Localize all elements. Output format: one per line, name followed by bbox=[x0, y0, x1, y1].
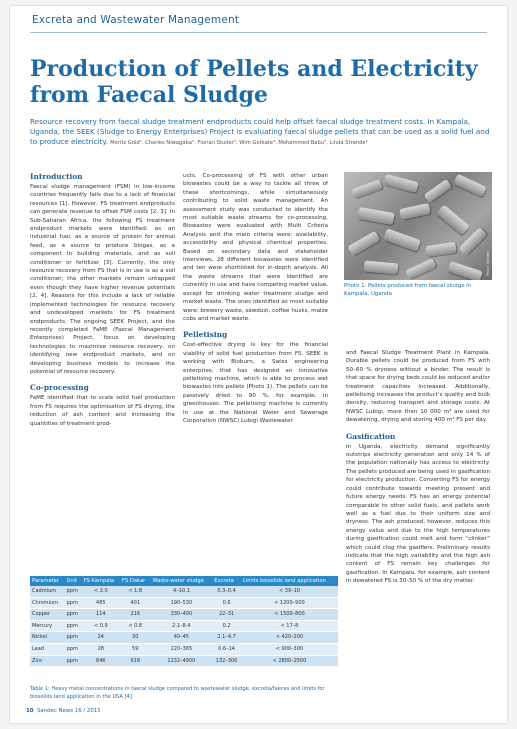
pellet-shape bbox=[399, 203, 431, 220]
heading-gasification: Gasification bbox=[346, 431, 396, 441]
table-row bbox=[30, 620, 338, 632]
pelletising-continued: and Faecal Sludge Treatment Plant in Kampala. Durable pellets could be produced from FS with 50–60 % dryness without a binder. The result is that space for drying beds could be reduced and/or treatment capacities increased. Additionally, pelletising increases the product’s quality and bulk density, reducing transport and storage costs. At NWSC Lubigi, more than 10 000 m³ are used for dewatering, drying and storing 400 m³ FS per day. bbox=[346, 350, 491, 424]
photo-caption: Photo 1: Pellets produced from faecal sludge in Kampala, Uganda bbox=[344, 283, 472, 297]
table-cell: 24 bbox=[82, 632, 120, 644]
table-header-cell: FS Dakar bbox=[120, 576, 150, 586]
document-page bbox=[10, 6, 507, 723]
table-header-cell: FS Kampala bbox=[82, 576, 120, 586]
gasification-paragraph: In Uganda, electricity demand significantly outstrips electricity generation and only 14 % of the population nationally has access to electricity. The pellets produced are being used in gasification for electricity production. Converting FS for energy could contribute towards meeting present and future energy needs. FS has an energy potential comparable to other solid fuels, and pellets work well as a fuel due to their uniform size and dryness. The ash produced, however, reduces this energy value and due to the high temperatures during gasification could melt and form “clinker” which could clog the gasifiers. Preliminary results indicate that the high variability and the high ash content of FS remain key challenges for gasification. In Kampala, for example, ash content in dewatered FS is 30–50 % of the dry matter. bbox=[346, 443, 490, 585]
table-cell: 330–400 bbox=[150, 609, 212, 621]
table-cell: < 17–8 bbox=[241, 620, 338, 632]
section-header: Excreta and Wastewater Management bbox=[32, 14, 240, 26]
table-cell: ppm bbox=[65, 655, 82, 667]
table-cell: 40–45 bbox=[150, 632, 212, 644]
table-row bbox=[30, 609, 338, 621]
pellet-shape bbox=[364, 261, 399, 275]
co-processing-continued: ucts. Co-processing of FS with other urban biowastes could be a way to tackle all three of these shortcomings, while simultaneously contributing to solid waste management. An assessment study was conducted to identify the most suitable waste streams for co-processing. Biowastes were evaluated with Multi Criteria Analysis and the main criteria were: availability, accessibility and physical chemical properties. Based on secondary data and stakeholder interviews, 28 different biowastes were identified and ten were shortlisted for in-depth analysis. All the waste streams that were identified are currently in use and have competing market value, except for drinking water treatment sludge and market waste. The ones identified as most suitable were: brewery waste, sawdust, coffee husks, maize cobs and market waste. bbox=[183, 173, 328, 322]
pellet-shape bbox=[357, 207, 395, 225]
table-cell: 1132–4900 bbox=[150, 655, 212, 667]
pellet-shape bbox=[424, 179, 453, 203]
table-cell: 4–10.1 bbox=[150, 586, 212, 597]
data-table bbox=[30, 576, 338, 667]
pellet-shape bbox=[405, 258, 436, 280]
table-cell: ppm bbox=[65, 586, 82, 597]
heading-pelletising: Pelletising bbox=[183, 330, 228, 340]
table-cell: 216 bbox=[120, 609, 150, 621]
table-cell: Zinc bbox=[30, 655, 65, 667]
table-cell: ppm bbox=[65, 620, 82, 632]
column-3 bbox=[346, 349, 490, 593]
table-header-cell: Waste-water sludge bbox=[150, 576, 212, 586]
table-row bbox=[30, 597, 338, 609]
table-cell: < 0.9 bbox=[82, 620, 120, 632]
table-header-cell: Parameter bbox=[30, 576, 65, 586]
table-cell: Chromium bbox=[30, 597, 65, 609]
table-cell: Cadmium bbox=[30, 586, 65, 597]
page-footer bbox=[26, 708, 101, 714]
table-header-cell: Excreta bbox=[212, 576, 241, 586]
table-cell: < 1.8 bbox=[120, 586, 150, 597]
table-cell: 22–31 bbox=[212, 609, 241, 621]
table-cell: 114 bbox=[82, 609, 120, 621]
lead-paragraph bbox=[30, 117, 492, 149]
table-header-cell: Limits biosolids land application bbox=[241, 576, 338, 586]
table-cell: 0.6 bbox=[212, 597, 241, 609]
table-cell: 0.6–14 bbox=[212, 643, 241, 655]
table-cell: 28 bbox=[82, 643, 120, 655]
table-cell: ppm bbox=[65, 609, 82, 621]
table-header-cell: Unit bbox=[65, 576, 82, 586]
table-cell: < 1500–800 bbox=[241, 609, 338, 621]
table-cell: 485 bbox=[82, 597, 120, 609]
pellet-shape bbox=[347, 231, 380, 257]
table-row bbox=[30, 643, 338, 655]
pellet-shape bbox=[447, 261, 483, 280]
pellet-shape bbox=[383, 174, 419, 193]
heading-co-processing: Co-processing bbox=[30, 383, 89, 393]
table-cell: 0.2 bbox=[212, 620, 241, 632]
table-cell: Mercury bbox=[30, 620, 65, 632]
table-cell: Copper bbox=[30, 609, 65, 621]
table-cell: ppm bbox=[65, 597, 82, 609]
table-cell: 2.1–4.7 bbox=[212, 632, 241, 644]
intro-paragraph: Faecal sludge management (FSM) in low-income countries frequently fails due to a lack of financial resources [1]. However, FS treatment endproducts can generate revenue to offset FSM costs [2, 3]. In Sub-Saharan Africa, the following FS treatment endproduct markets were identified: as an industrial fuel, as a source of protein for animal feed, as a source to produce biogas, as a component in building materials, and as soil conditioner or fertilizer [3]. Currently, the only resource recovery from FS that is in use is as a soil conditioner; the other markets remain untapped even though they have higher revenue potentials [2, 4]. Reasons for this include a lack of reliable implemented technologies for resource recovery and undeveloped markets for FS treatment endproducts. The ongoing SEEK Project, and the recently completed FaME (Faecal Management Enterprises) Project, focus on developing technologies to maximise resource recovery, on identifying new endproduct markets, and on developing business models to increase the potential of resource recovery. bbox=[30, 184, 175, 375]
table-cell: < 0.8 bbox=[120, 620, 150, 632]
page-number: 10 bbox=[26, 708, 34, 714]
table-cell: 2.1–8.4 bbox=[150, 620, 212, 632]
table-row bbox=[30, 632, 338, 644]
table-cell: 59 bbox=[120, 643, 150, 655]
header-rule bbox=[30, 32, 487, 33]
photo-credit: Photo: Sandec bbox=[486, 250, 490, 276]
table-cell: 30 bbox=[120, 632, 150, 644]
pellets-photo bbox=[344, 172, 492, 280]
pellet-shape bbox=[436, 204, 470, 235]
pellet-shape bbox=[453, 174, 487, 197]
table-cell: ppm bbox=[65, 643, 82, 655]
table-cell: 846 bbox=[82, 655, 120, 667]
pellet-shape bbox=[425, 242, 456, 257]
table-cell: 0.3–0.4 bbox=[212, 586, 241, 597]
pellet-shape bbox=[383, 228, 421, 252]
article-title: Production of Pellets and Electricity from Faecal Sludge bbox=[30, 56, 478, 108]
table-cell: Lead bbox=[30, 643, 65, 655]
table-cell: < 2800–2500 bbox=[241, 655, 338, 667]
table-cell: 401 bbox=[120, 597, 150, 609]
table-row bbox=[30, 655, 338, 667]
column-1 bbox=[30, 172, 175, 435]
table-cell: < 900–300 bbox=[241, 643, 338, 655]
author-list: Moritz Gold¹, Charles Niwagaba², Florian Studer³, Wim Getkate⁴, Mohammed Babu⁵, Linda Strande¹ bbox=[110, 140, 368, 147]
pellet-shape bbox=[351, 179, 383, 199]
heading-introduction: Introduction bbox=[30, 172, 83, 181]
table-caption: Table 1: Heavy metal concentrations in faecal sludge compared to wastewater sludge, excreta/faeces and limits for biosolids land application in the USA [4]. bbox=[30, 686, 325, 700]
table-cell: < 420–200 bbox=[241, 632, 338, 644]
table-cell: < 1200–900 bbox=[241, 597, 338, 609]
column-2 bbox=[183, 172, 328, 432]
table-cell: Nickel bbox=[30, 632, 65, 644]
table-cell: 190–530 bbox=[150, 597, 212, 609]
table-header-row bbox=[30, 576, 338, 586]
table-cell: ppm bbox=[65, 632, 82, 644]
table-cell: 220–365 bbox=[150, 643, 212, 655]
co-processing-paragraph: FaME identified that to scale solid fuel production from FS requires the optimisation of FS drying, the reduction of ash content and increasing the quantities of treatment prod- bbox=[30, 395, 175, 427]
table-cell: < 2.0 bbox=[82, 586, 120, 597]
heavy-metals-table bbox=[30, 576, 338, 667]
table-cell: 918 bbox=[120, 655, 150, 667]
table-cell: < 39–10 bbox=[241, 586, 338, 597]
lead-text: Resource recovery from faecal sludge treatment endproducts could help offset faecal sludge treatment costs. In Kampala, Uganda, the SEEK (Sludge to Energy Enterprises) Project is evaluating faecal sludge pellets that can be used as a solid fuel and to produce electricity. bbox=[30, 117, 490, 147]
table-body bbox=[30, 586, 338, 667]
pelletising-paragraph: Cost-effective drying is key for the financial viability of solid fuel production from FS. SEEK is working with Bioburn, a Swiss engineering enterprise, that has designed an innovative pelletising machine, which is able to process wet biowastes into pellets (Photo 1). The pellets can be passively dried to 90 %, for example, in greenhouses. The pelletising machine is currently in use at the National Water and Sewerage Corporation (NWSC) Lubigi Wastewater bbox=[183, 342, 328, 424]
table-cell: 132–306 bbox=[212, 655, 241, 667]
table-row bbox=[30, 586, 338, 597]
publication-name: Sandec News 16 / 2015 bbox=[36, 708, 101, 714]
